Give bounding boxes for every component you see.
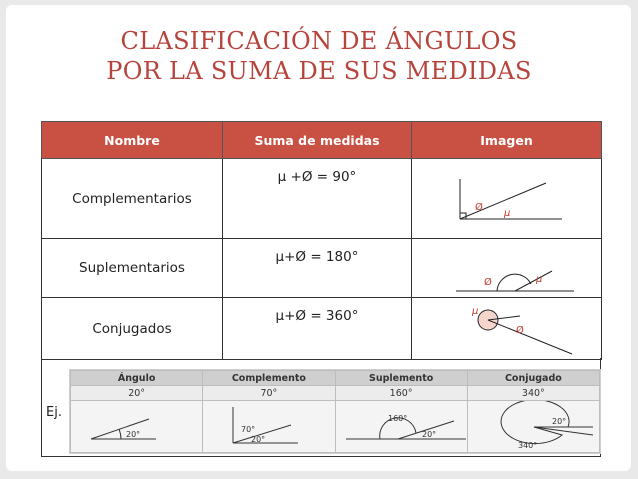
example-figure-complemento [203, 401, 335, 453]
fig-label: 340° [517, 441, 538, 450]
angle-label-phi: Ø [475, 202, 483, 213]
example-label: Ej. [46, 405, 62, 420]
conjugate-angle-figure [412, 298, 602, 360]
row-name-cell [42, 239, 223, 298]
angle-label-mu: μ [504, 208, 511, 219]
row-sum: μ+Ø = 180° [275, 249, 359, 265]
example-row [41, 358, 601, 457]
example-figure-angulo [71, 401, 203, 453]
fig-label: 160° [387, 414, 407, 423]
row-sum: μ +Ø = 90° [277, 169, 357, 185]
header-nombre: Nombre [42, 122, 223, 159]
table-row [42, 159, 602, 239]
complementary-angle-figure [412, 159, 602, 239]
figure-ray-line [488, 320, 572, 354]
example-header-complemento: Complemento [203, 371, 335, 386]
fig-label: 20° [251, 435, 266, 444]
row-name: Suplementarios [79, 260, 185, 276]
angle-label-phi: Ø [484, 277, 492, 288]
angle-label-mu: μ [472, 306, 479, 317]
example-header-suplemento: Suplemento [335, 371, 467, 386]
example-value-row [71, 386, 600, 401]
example-image [69, 369, 601, 454]
row-sum-cell [223, 239, 412, 298]
example-figure-suplemento [335, 401, 467, 453]
row-name-cell [42, 298, 223, 360]
example-value-conjugado: 340° [467, 386, 599, 401]
row-name: Conjugados [92, 320, 172, 337]
example-header-angulo: Ángulo [71, 371, 203, 386]
supplementary-angle-figure [412, 239, 602, 298]
row-name-cell [42, 159, 223, 239]
angle-classification-table [41, 121, 602, 360]
table-row [42, 239, 602, 298]
example-value-angulo: 20° [71, 386, 203, 401]
angle-label-phi: Ø [516, 325, 524, 336]
fig-label: 20° [126, 430, 141, 439]
row-sum-cell [223, 159, 412, 239]
fig-label: 70° [241, 425, 256, 434]
example-value-complemento: 70° [203, 386, 335, 401]
title-line-1: CLASIFICACIÓN DE ÁNGULOS [120, 27, 518, 55]
table-row [42, 298, 602, 360]
example-header-row [71, 371, 600, 386]
fig-label: 20° [421, 430, 436, 439]
example-figure-conjugado [467, 401, 599, 453]
figure-diagonal-line [460, 183, 546, 219]
row-sum-cell [223, 298, 412, 360]
example-figure-row [71, 401, 600, 453]
row-sum: μ+Ø = 360° [275, 308, 359, 324]
figure-ray-line [515, 271, 552, 291]
example-value-suplemento: 160° [335, 386, 467, 401]
row-name: Complementarios [72, 190, 192, 207]
example-table [70, 370, 600, 453]
angle-label-mu: μ [536, 274, 543, 285]
example-header-conjugado: Conjugado [467, 371, 599, 386]
angle-arc [497, 274, 531, 291]
header-suma-de-medidas: Suma de medidas [223, 122, 412, 159]
fig-label: 20° [551, 417, 566, 426]
slide-title [0, 26, 638, 86]
header-imagen: Imagen [412, 122, 602, 159]
table-header-row [42, 122, 602, 159]
title-line-2: POR LA SUMA DE SUS MEDIDAS [106, 57, 532, 85]
